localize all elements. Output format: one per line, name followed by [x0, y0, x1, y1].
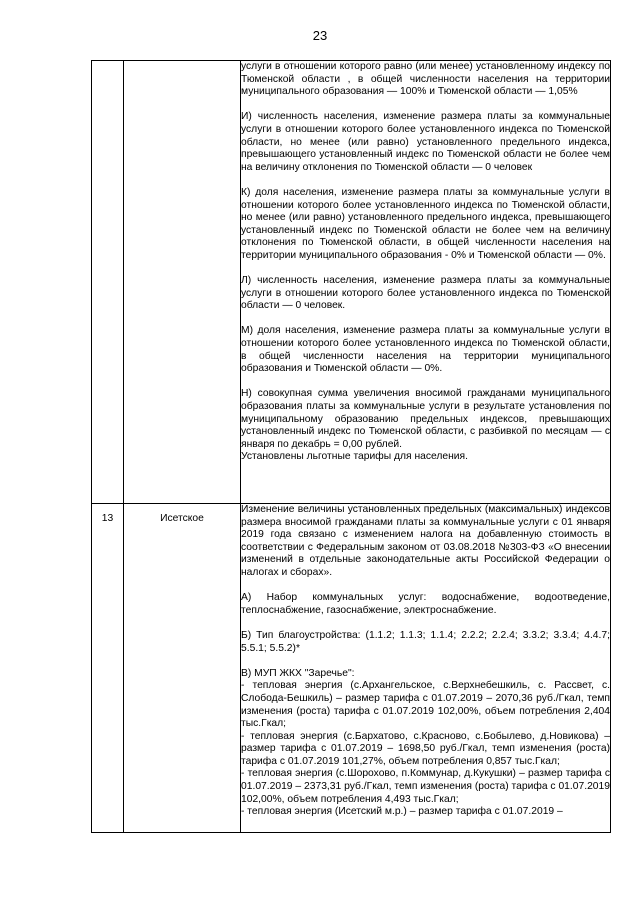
- text-paragraph: А) Набор коммунальных услуг: водоснабжение, водоотведение, теплоснабжение, газоснабжение, электроснабжение.: [241, 592, 610, 616]
- row-number-cell: [92, 61, 124, 504]
- text-paragraph: Н) совокупная сумма увеличения вносимой гражданами муниципального образования платы за коммунальные услуги в результате установления по муниципальному образованию предельных индексов, превышающих установленный индекс по Тюменской области, с разбивкой по месяцам — с января по декабрь = 0,00 рублей.: [241, 388, 610, 450]
- text-paragraph: К) доля населения, изменение размера платы за коммунальные услуги в отношении которого более установленного индекса по Тюменской области, но менее (или равно) установленного предельного индекса, превышающего установленный индекс по Тюменской области не более чем на величину отклонения по Тюменской области, в общей численности населения на территории муниципального образования - 0% и Тюменской области — 0%.: [241, 186, 610, 261]
- spacer: [241, 617, 610, 630]
- text-paragraph: Л) численность населения, изменение размера платы за коммунальные услуги в отношении которого более установленного индекса по Тюменской области — 0 человек.: [241, 275, 610, 312]
- row-number-cell: 13: [92, 504, 124, 833]
- page-number: 23: [312, 28, 328, 43]
- municipality-cell: Исетское: [124, 504, 241, 833]
- table-row: [92, 504, 611, 833]
- spacer: [241, 580, 610, 593]
- text-paragraph: Установлены льготные тарифы для населения.: [241, 451, 468, 463]
- spacer: [241, 313, 610, 326]
- text-paragraph: В) МУП ЖКХ "Заречье":: [241, 667, 355, 679]
- document-table: [91, 60, 611, 833]
- text-paragraph: Изменение величины установленных предельных (максимальных) индексов размера вносимой гражданами платы за коммунальные услуги с 01 января 2019 года связано с изменением налога на добавленную стоимость в соответствии с Федеральным законом от 03.08.2018 №303-ФЗ «О внесении изменений в отдельные законодательные акты Российской Федерации о налогах и сборах».: [241, 504, 610, 578]
- text-paragraph: услуги в отношении которого равно (или менее) установленному индексу по Тюменской области , в общей численности населения на территории муниципального образования — 100% и Тюменской области — 1,05%: [241, 61, 610, 98]
- text-paragraph: Б) Тип благоустройства: (1.1.2; 1.1.3; 1.1.4; 2.2.2; 2.2.4; 3.3.2; 3.3.4; 4.4.7; 5.5.1; 5.5.2)*: [241, 629, 610, 654]
- text-paragraph: М) доля населения, изменение размера платы за коммунальные услуги в отношении которого более установленного индекса по Тюменской области, в общей численности населения на территории муниципального образования и Тюменской области — 0%.: [241, 325, 610, 375]
- description-cell: [241, 61, 611, 504]
- spacer: [241, 174, 610, 187]
- spacer: [241, 376, 610, 389]
- text-paragraph: И) численность населения, изменение размера платы за коммунальные услуги в отношении которого более установленного индекса по Тюменской области, но менее (или равно) установленного предельного индекса, превышающего установленный индекс по Тюменской области не более чем на величину отклонения по Тюменской области — 0 человек: [241, 111, 610, 173]
- text-paragraph: - тепловая энергия (с.Архангельское, с.Верхнебешкиль, с. Рассвет, с. Слобода-Бешкиль) – размер тарифа с 01.07.2019 – 2070,36 руб./Гкал, темп изменения (роста) тарифа с 01.07.2019 102,00%, объем потребления 2,404 тыс.Гкал;: [241, 680, 610, 730]
- text-paragraph: - тепловая энергия (Исетский м.р.) – размер тарифа с 01.07.2019 –: [241, 806, 563, 818]
- description-cell: [241, 504, 611, 833]
- table-row: [92, 61, 611, 504]
- spacer: [241, 655, 610, 668]
- municipality-cell: [124, 61, 241, 504]
- spacer: [241, 263, 610, 276]
- text-paragraph: - тепловая энергия (с.Бархатово, с.Красново, с.Бобылево, д.Новикова) – размер тарифа с 01.07.2019 – 1698,50 руб./Гкал, темп изменения (роста) тарифа с 01.07.2019 101,27%, объем потребления 0,857 тыс.Гкал;: [241, 730, 610, 767]
- spacer: [241, 99, 610, 112]
- text-paragraph: - тепловая энергия (с.Шорохово, п.Коммунар, д.Кукушки) – размер тарифа с 01.07.2019 – 2373,31 руб./Гкал, темп изменения (роста) тарифа с 01.07.2019 102,00%, объем потребления 4,493 тыс.Гкал;: [241, 768, 610, 805]
